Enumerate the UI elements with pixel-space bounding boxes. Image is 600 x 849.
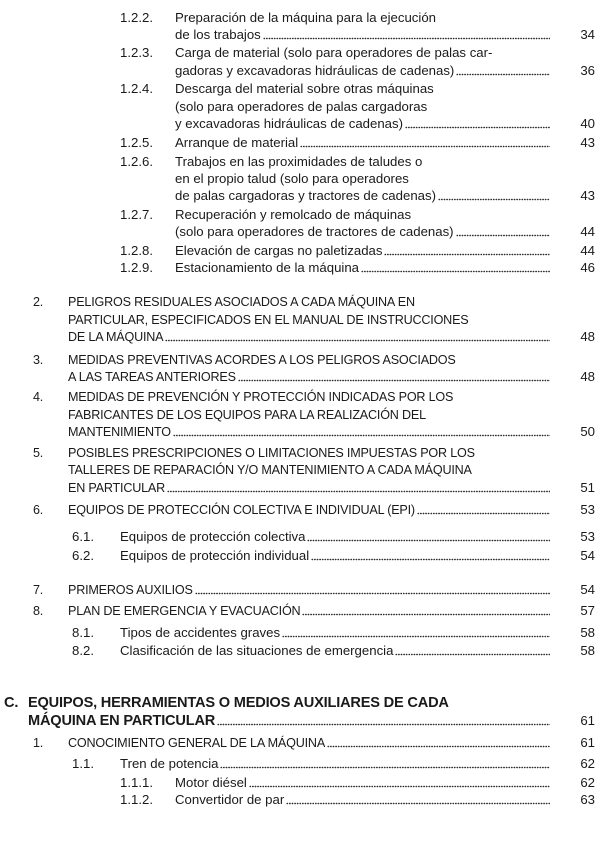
toc-entry-title: Motor diésel bbox=[175, 775, 247, 790]
toc-entry-title: Clasificación de las situaciones de emergencia bbox=[120, 643, 394, 658]
toc-entry-line[interactable] bbox=[68, 444, 475, 462]
toc-entry-line[interactable] bbox=[175, 153, 422, 171]
toc-page-number: 34 bbox=[580, 27, 595, 42]
toc-entry-title: (solo para operadores de palas cargadoras bbox=[175, 99, 428, 114]
toc-entry-number: 1. bbox=[33, 736, 44, 750]
toc-entry-title: Carga de material (solo para operadores de palas car- bbox=[175, 45, 493, 60]
toc-entry-title: de palas cargadoras y tractores de cadenas) bbox=[175, 188, 436, 203]
toc-entry-line[interactable] bbox=[68, 501, 550, 519]
toc-entry-title: CONOCIMIENTO GENERAL DE LA MÁQUINA bbox=[68, 736, 326, 750]
toc-entry-line[interactable] bbox=[175, 44, 492, 62]
dot-leader bbox=[167, 490, 550, 493]
toc-entry-number: 6.1. bbox=[72, 529, 94, 544]
toc-entry-number: 1.2.5. bbox=[120, 135, 153, 150]
toc-entry-line[interactable] bbox=[28, 712, 550, 730]
toc-page-number: 51 bbox=[580, 480, 595, 495]
toc-entry-title: en el propio talud (solo para operadores bbox=[175, 171, 409, 186]
toc-entry-title: Recuperación y remolcado de máquinas bbox=[175, 207, 412, 222]
toc-page-number: 57 bbox=[580, 603, 595, 618]
toc-entry-line[interactable] bbox=[68, 406, 426, 424]
dot-leader bbox=[456, 73, 550, 76]
toc-entry-number: 1.2.7. bbox=[120, 207, 153, 222]
toc-entry-line[interactable] bbox=[175, 62, 550, 80]
toc-entry-title: (solo para operadores de tractores de cadenas) bbox=[175, 224, 454, 239]
toc-entry-number: 6.2. bbox=[72, 548, 94, 563]
dot-leader bbox=[263, 37, 550, 40]
dot-leader bbox=[282, 635, 550, 638]
toc-entry-title: PLAN DE EMERGENCIA Y EVACUACIÓN bbox=[68, 604, 301, 618]
toc-entry-title: Tipos de accidentes graves bbox=[120, 625, 281, 640]
toc-entry-line[interactable] bbox=[120, 528, 550, 546]
toc-entry-line[interactable] bbox=[175, 98, 427, 116]
toc-entry-line[interactable] bbox=[68, 368, 550, 386]
toc-entry-number: 8.2. bbox=[72, 643, 94, 658]
toc-page-number: 61 bbox=[580, 713, 595, 728]
toc-entry-number: 5. bbox=[33, 446, 44, 460]
toc-entry-title: y excavadoras hidráulicas de cadenas) bbox=[175, 116, 403, 131]
toc-entry-line[interactable] bbox=[175, 170, 409, 188]
toc-entry-number: 1.2.3. bbox=[120, 45, 153, 60]
dot-leader bbox=[238, 379, 550, 382]
toc-entry-line[interactable] bbox=[68, 311, 468, 329]
toc-entry-number: 8. bbox=[33, 604, 44, 618]
toc-entry-number: 1.1.1. bbox=[120, 775, 153, 790]
toc-entry-line[interactable] bbox=[120, 624, 550, 642]
toc-entry-title: EN PARTICULAR bbox=[68, 481, 166, 495]
toc-entry-number: 1.2.8. bbox=[120, 243, 153, 258]
toc-entry-number: 1.2.9. bbox=[120, 260, 153, 275]
toc-entry-title: PARTICULAR, ESPECIFICADOS EN EL MANUAL DE INSTRUCCIONES bbox=[68, 313, 469, 327]
toc-entry-title: Equipos de protección colectiva bbox=[120, 529, 306, 544]
toc-entry-line[interactable] bbox=[68, 351, 456, 369]
toc-entry-line[interactable] bbox=[68, 581, 550, 599]
dot-leader bbox=[438, 198, 550, 201]
toc-entry-line[interactable] bbox=[68, 734, 550, 752]
toc-entry-number: 8.1. bbox=[72, 625, 94, 640]
toc-page-number: 62 bbox=[580, 756, 595, 771]
toc-page-number: 44 bbox=[580, 243, 595, 258]
toc-entry-title: Descarga del material sobre otras máquinas bbox=[175, 81, 434, 96]
toc-entry-number: 1.2.2. bbox=[120, 10, 153, 25]
toc-entry-title: Equipos de protección individual bbox=[120, 548, 310, 563]
toc-page-number: 40 bbox=[580, 116, 595, 131]
toc-entry-line[interactable] bbox=[175, 80, 434, 98]
toc-entry-title: PELIGROS RESIDUALES ASOCIADOS A CADA MÁQUINA EN bbox=[68, 295, 415, 309]
toc-page-number: 54 bbox=[580, 548, 595, 563]
dot-leader bbox=[195, 592, 550, 595]
toc-entry-number: 1.2.6. bbox=[120, 154, 153, 169]
toc-entry-number: 4. bbox=[33, 390, 44, 404]
toc-page-number: 61 bbox=[580, 735, 595, 750]
toc-entry-title: Arranque de material bbox=[175, 135, 299, 150]
dot-leader bbox=[173, 434, 550, 437]
toc-page-number: 48 bbox=[580, 329, 595, 344]
toc-entry-number: C. bbox=[4, 695, 19, 711]
dot-leader bbox=[302, 613, 550, 616]
toc-entry-line[interactable] bbox=[68, 423, 550, 441]
toc-entry-line[interactable] bbox=[120, 547, 550, 565]
toc-page-number: 50 bbox=[580, 424, 595, 439]
toc-entry-line[interactable] bbox=[175, 187, 550, 205]
dot-leader bbox=[395, 653, 550, 656]
toc-entry-title: MEDIDAS DE PREVENCIÓN Y PROTECCIÓN INDICADAS POR LOS bbox=[68, 390, 454, 404]
dot-leader bbox=[286, 802, 550, 805]
toc-entry-number: 1.1.2. bbox=[120, 792, 153, 807]
toc-page-number: 36 bbox=[580, 63, 595, 78]
toc-page-number: 62 bbox=[580, 775, 595, 790]
toc-page-number: 43 bbox=[580, 188, 595, 203]
toc-entry-title: Preparación de la máquina para la ejecución bbox=[175, 10, 436, 25]
toc-page-number: 48 bbox=[580, 369, 595, 384]
dot-leader bbox=[300, 145, 550, 148]
toc-entry-title: A LAS TAREAS ANTERIORES bbox=[68, 370, 236, 384]
toc-entry-number: 7. bbox=[33, 583, 44, 597]
toc-entry-line[interactable] bbox=[175, 134, 550, 152]
toc-entry-line[interactable] bbox=[68, 479, 550, 497]
dot-leader bbox=[384, 253, 550, 256]
dot-leader bbox=[311, 558, 550, 561]
toc-page-number: 54 bbox=[580, 582, 595, 597]
dot-leader bbox=[327, 745, 550, 748]
toc-entry-line[interactable] bbox=[120, 642, 550, 660]
toc-entry-title: Tren de potencia bbox=[120, 756, 219, 771]
dot-leader bbox=[361, 270, 550, 273]
toc-entry-title: de los trabajos bbox=[175, 27, 261, 42]
toc-entry-title: DE LA MÁQUINA bbox=[68, 330, 164, 344]
toc-entry-title: EQUIPOS, HERRAMIENTAS O MEDIOS AUXILIARES DE CADA bbox=[28, 695, 449, 711]
dot-leader bbox=[417, 512, 550, 515]
dot-leader bbox=[220, 766, 550, 769]
toc-entry-line[interactable] bbox=[175, 223, 550, 241]
toc-page-number: 43 bbox=[580, 135, 595, 150]
toc-entry-line[interactable] bbox=[68, 602, 550, 620]
dot-leader bbox=[165, 339, 550, 342]
toc-entry-number: 3. bbox=[33, 353, 44, 367]
toc-entry-line[interactable] bbox=[28, 694, 449, 712]
dot-leader bbox=[217, 723, 550, 726]
toc-entry-line[interactable] bbox=[175, 774, 550, 792]
toc-entry-title: Convertidor de par bbox=[175, 792, 285, 807]
toc-entry-line[interactable] bbox=[68, 388, 453, 406]
toc-entry-title: MEDIDAS PREVENTIVAS ACORDES A LOS PELIGROS ASOCIADOS bbox=[68, 353, 456, 367]
toc-entry-line[interactable] bbox=[175, 242, 550, 260]
toc-page-number: 58 bbox=[580, 625, 595, 640]
toc-entry-number: 2. bbox=[33, 295, 44, 309]
toc-entry-title: gadoras y excavadoras hidráulicas de cadenas) bbox=[175, 63, 455, 78]
toc-entry-title: MANTENIMIENTO bbox=[68, 425, 171, 439]
dot-leader bbox=[249, 785, 550, 788]
toc-entry-number: 1.2.4. bbox=[120, 81, 153, 96]
toc-entry-title: POSIBLES PRESCRIPCIONES O LIMITACIONES IMPUESTAS POR LOS bbox=[68, 446, 475, 460]
toc-entry-line[interactable] bbox=[175, 206, 411, 224]
toc-page-number: 44 bbox=[580, 224, 595, 239]
toc-entry-title: PRIMEROS AUXILIOS bbox=[68, 583, 193, 597]
toc-entry-title: FABRICANTES DE LOS EQUIPOS PARA LA REALIZACIÓN DEL bbox=[68, 408, 426, 422]
toc-entry-line[interactable] bbox=[175, 791, 550, 809]
dot-leader bbox=[456, 234, 550, 237]
toc-page-number: 53 bbox=[580, 529, 595, 544]
toc-entry-line[interactable] bbox=[175, 259, 550, 277]
toc-entry-line[interactable] bbox=[175, 26, 550, 44]
toc-entry-line[interactable] bbox=[175, 9, 436, 27]
toc-entry-number: 1.1. bbox=[72, 756, 94, 771]
toc-entry-line[interactable] bbox=[68, 461, 472, 479]
toc-entry-title: TALLERES DE REPARACIÓN Y/O MANTENIMIENTO A CADA MÁQUINA bbox=[68, 463, 472, 477]
toc-page-number: 63 bbox=[580, 792, 595, 807]
toc-entry-title: Estacionamiento de la máquina bbox=[175, 260, 360, 275]
toc-entry-line[interactable] bbox=[175, 115, 550, 133]
toc-entry-line[interactable] bbox=[120, 755, 550, 773]
toc-entry-number: 6. bbox=[33, 503, 44, 517]
toc-page-number: 46 bbox=[580, 260, 595, 275]
dot-leader bbox=[405, 126, 550, 129]
toc-entry-title: MÁQUINA EN PARTICULAR bbox=[28, 713, 216, 729]
toc-entry-line[interactable] bbox=[68, 328, 550, 346]
dot-leader bbox=[307, 539, 550, 542]
toc-page-number: 53 bbox=[580, 502, 595, 517]
toc-entry-title: Elevación de cargas no paletizadas bbox=[175, 243, 383, 258]
toc-entry-title: EQUIPOS DE PROTECCIÓN COLECTIVA E INDIVIDUAL (EPI) bbox=[68, 503, 415, 517]
toc-entry-title: Trabajos en las proximidades de taludes o bbox=[175, 154, 423, 169]
toc-page-number: 58 bbox=[580, 643, 595, 658]
toc-entry-line[interactable] bbox=[68, 293, 415, 311]
